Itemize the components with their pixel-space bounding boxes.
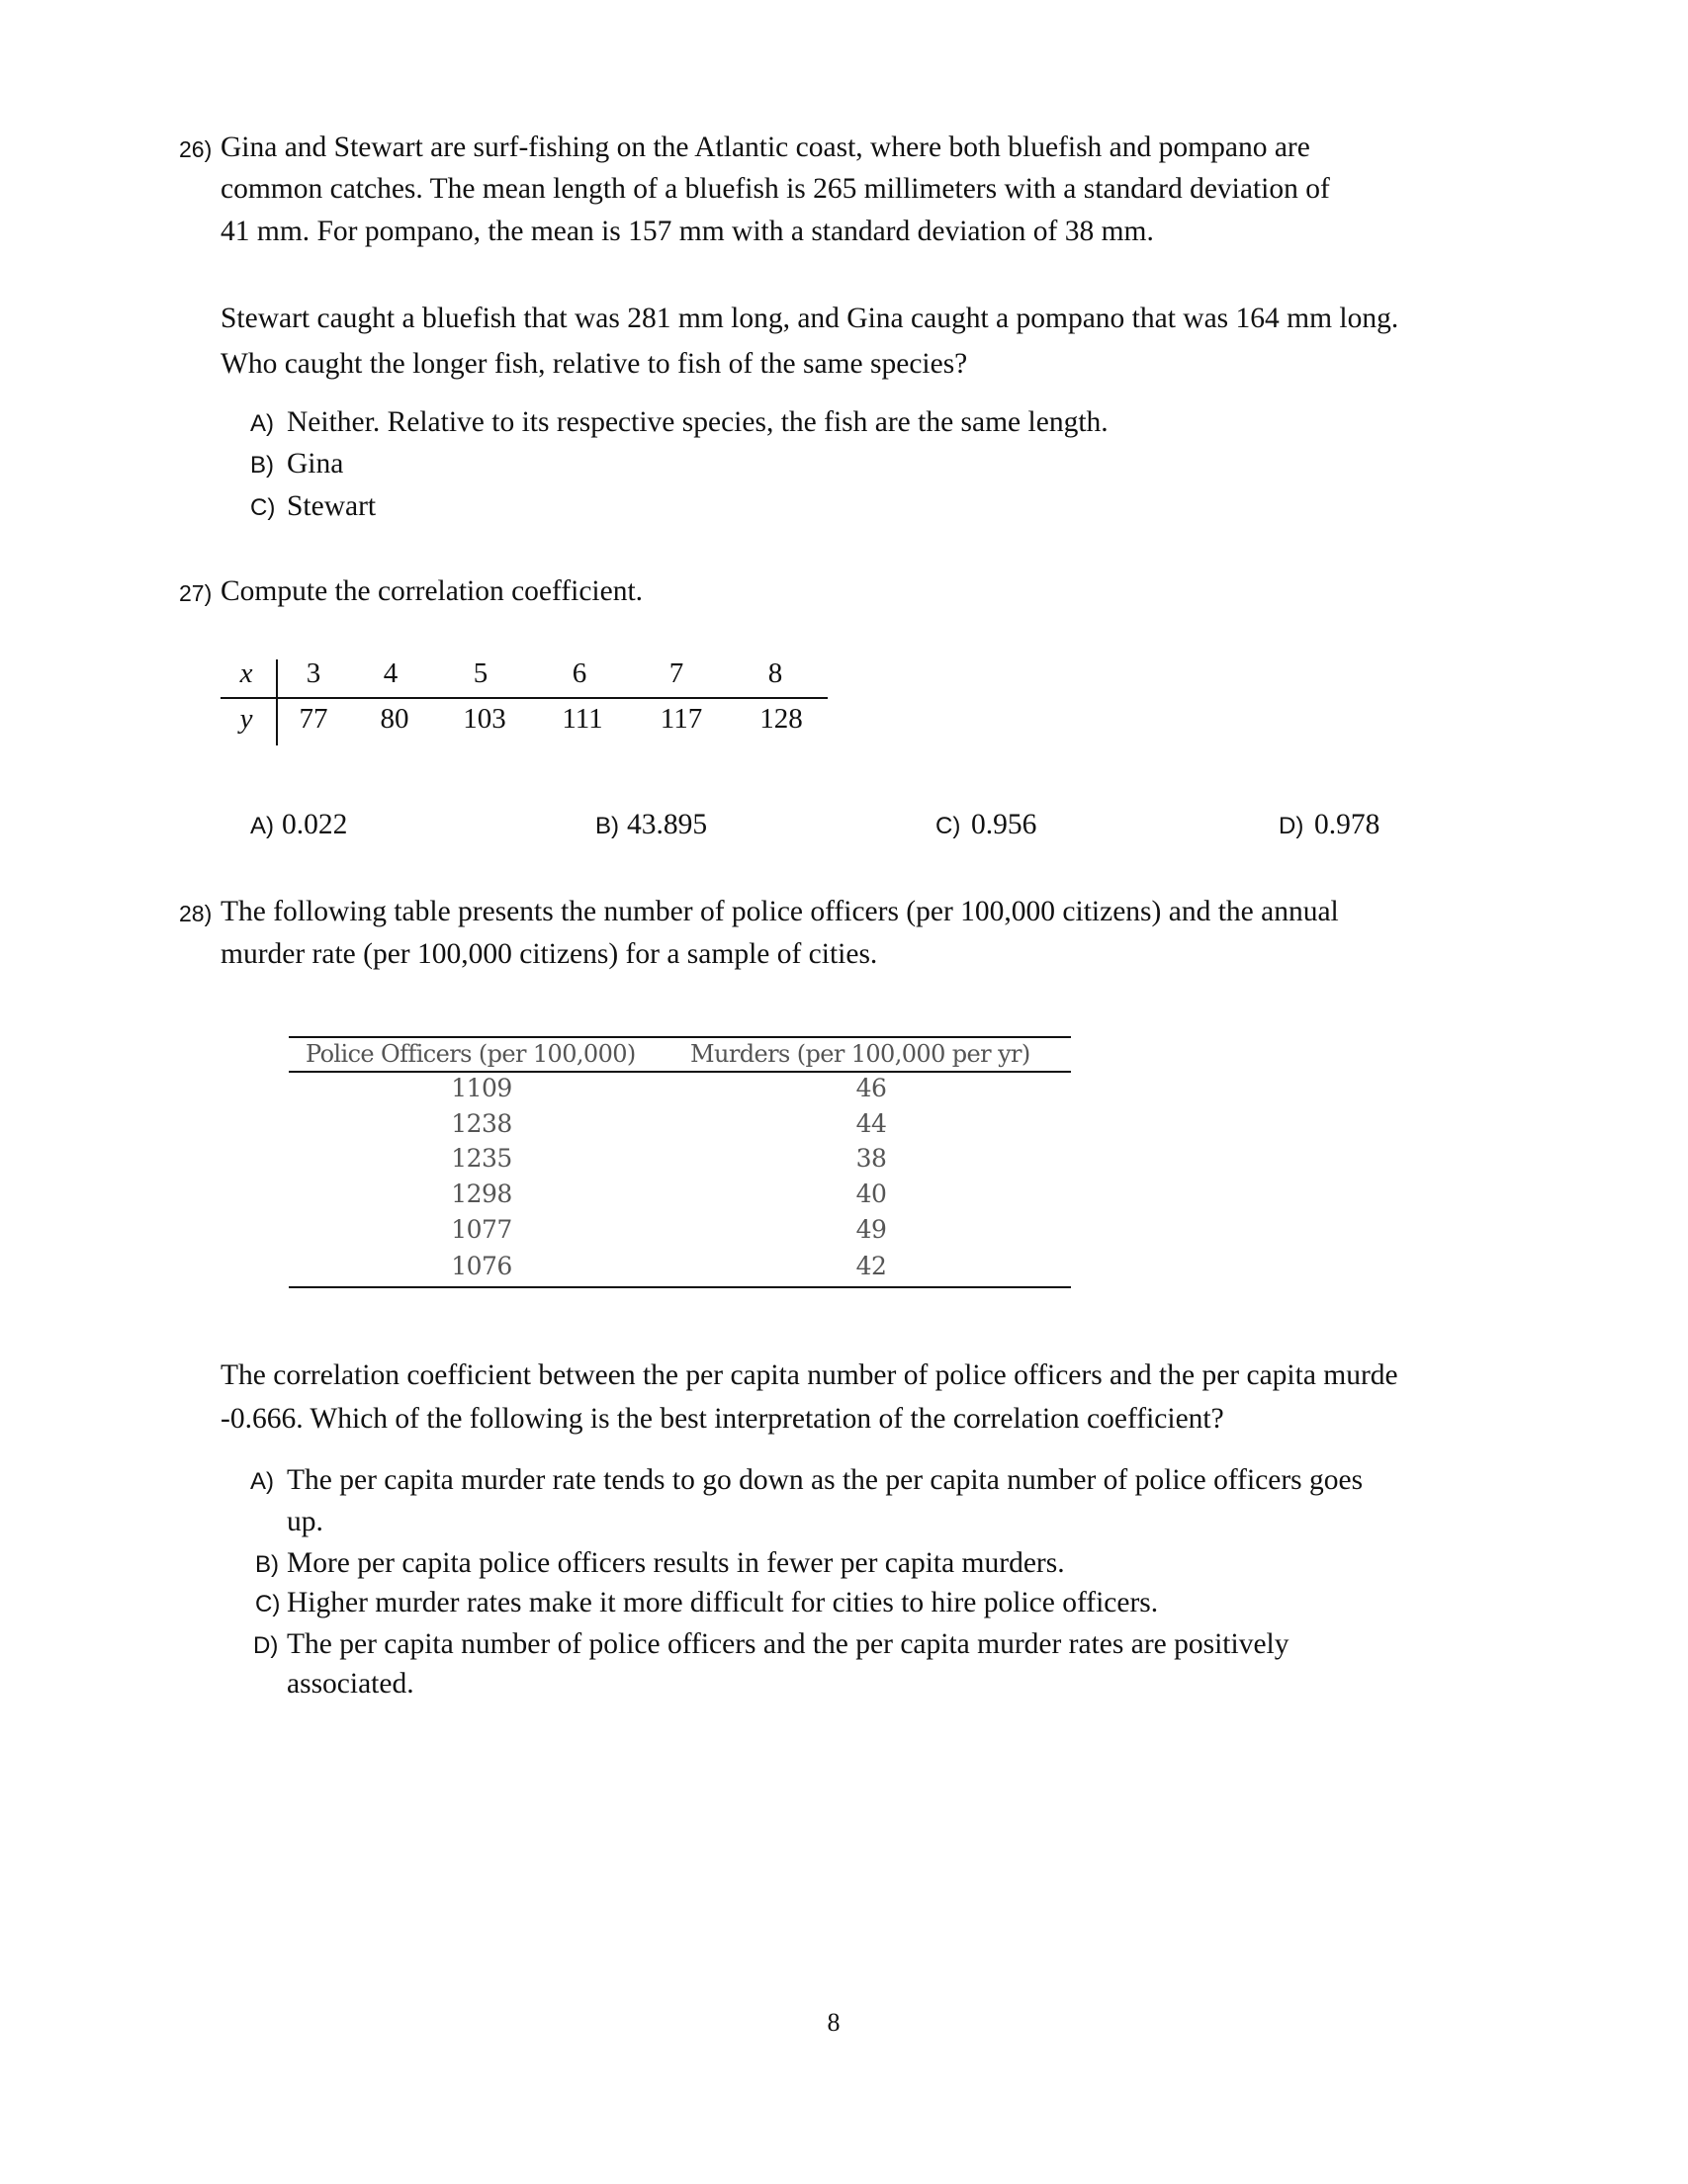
option-label: C) [250,494,276,521]
question-text-line: Who caught the longer fish, relative to fish of the same species? [221,348,968,380]
question-text: Compute the correlation coefficient. [221,575,644,607]
question-number: 26) [179,136,213,162]
question-text-line: common catches. The mean length of a bluefish is 265 millimeters with a standard deviation of [221,173,1330,205]
option-label: A) [250,1468,274,1495]
option-label: C) [255,1591,281,1617]
x-value: 4 [383,657,399,689]
question-text-line: The correlation coefficient between the per capita number of police officers and the per capita murde [221,1359,1398,1391]
option-label: C) [935,813,961,839]
y-value: 80 [380,703,409,735]
question-text-line: murder rate (per 100,000 citizens) for a sample of cities. [221,938,878,970]
option-label: B) [255,1551,279,1578]
question-number: 28) [179,901,213,926]
table-cell: 49 [855,1215,887,1244]
x-value: 8 [767,657,783,689]
option-text: Higher murder rates make it more difficult for cities to hire police officers. [287,1587,1159,1618]
x-label: x [239,657,253,689]
question-number: 27) [179,580,213,606]
option-label: A) [250,813,274,839]
option-text: Neither. Relative to its respective species, the fish are the same length. [287,406,1109,438]
table-bottom-rule [289,1286,1071,1288]
option-text: The per capita murder rate tends to go down as the per capita number of police officers goes [287,1464,1364,1496]
option-text: 0.956 [971,809,1037,840]
table-cell: 40 [855,1179,887,1208]
y-value: 117 [660,703,703,735]
option-label: D) [1279,813,1304,839]
option-text-continued: associated. [287,1668,414,1700]
option-text: Gina [287,448,344,480]
option-text: The per capita number of police officers and the per capita murder rates are positively [287,1628,1289,1660]
option-text-continued: up. [287,1506,323,1537]
option-label: A) [250,410,274,437]
x-value: 7 [668,657,684,689]
y-value: 128 [759,703,803,735]
table-cell: 46 [855,1074,887,1102]
question-text-line: The following table presents the number of police officers (per 100,000 citizens) and the annual [221,896,1339,927]
option-text: Stewart [287,490,377,522]
option-text: More per capita police officers results in fewer per capita murders. [287,1547,1065,1579]
table-cell: 42 [855,1252,887,1280]
table-cell: 38 [855,1144,887,1173]
x-value: 5 [473,657,489,689]
question-text-line: Stewart caught a bluefish that was 281 mm long, and Gina caught a pompano that was 164 mm long. [221,303,1399,334]
table-cell: 1076 [451,1252,512,1280]
question-text-line: -0.666. Which of the following is the best interpretation of the correlation coefficient? [221,1403,1224,1435]
option-label: B) [250,452,274,479]
table-cell: 1109 [451,1074,512,1102]
table-cell: 44 [855,1109,887,1138]
option-text: 0.978 [1314,809,1380,840]
x-value: 3 [306,657,321,689]
column-header: Police Officers (per 100,000) [306,1040,636,1068]
table-header-rule [289,1071,1071,1073]
y-value: 111 [562,703,603,735]
table-cell: 1238 [451,1109,512,1138]
y-value: 77 [299,703,328,735]
table-cell: 1298 [451,1179,512,1208]
option-label: B) [595,813,619,839]
y-label: y [239,703,253,735]
table-cell: 1077 [451,1215,512,1244]
column-header: Murders (per 100,000 per yr) [690,1040,1030,1068]
option-label: D) [253,1632,279,1659]
option-text: 0.022 [282,809,348,840]
table-vertical-rule [276,659,278,745]
y-value: 103 [463,703,506,735]
table-cell: 1235 [451,1144,512,1173]
x-value: 6 [572,657,587,689]
page-number: 8 [827,2008,841,2037]
question-text-line: 41 mm. For pompano, the mean is 157 mm with a standard deviation of 38 mm. [221,216,1154,247]
question-text-line: Gina and Stewart are surf-fishing on the Atlantic coast, where both bluefish and pompano are [221,131,1310,163]
option-text: 43.895 [627,809,708,840]
